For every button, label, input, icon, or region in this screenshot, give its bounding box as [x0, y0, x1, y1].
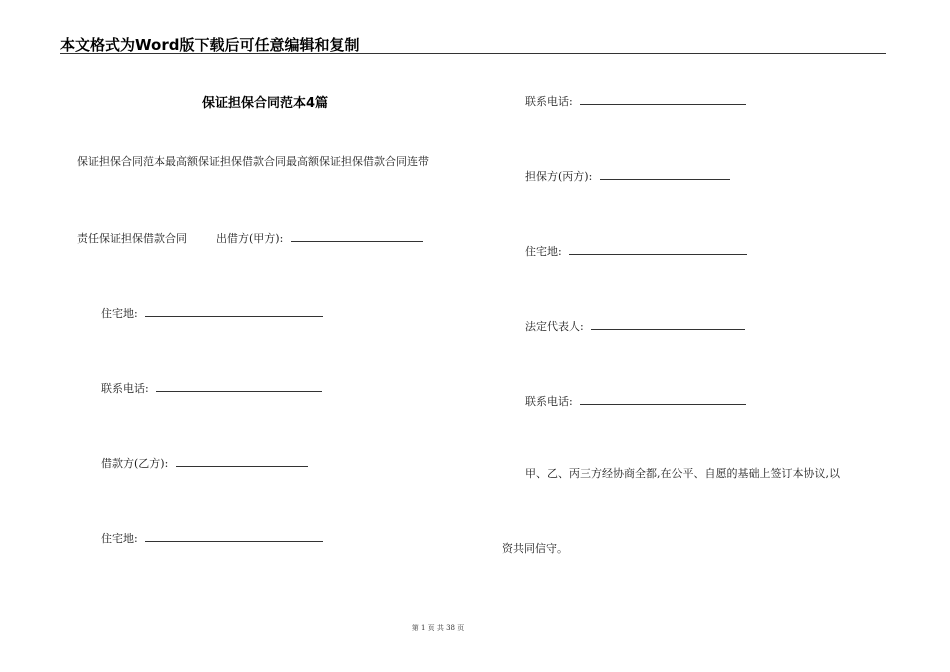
- page-header: 本文格式为Word版下载后可任意编辑和复制: [60, 36, 360, 54]
- address2-row: [101, 530, 323, 546]
- lender-blank[interactable]: [291, 230, 423, 242]
- phone1-row: [101, 380, 322, 396]
- phone3-row: [525, 393, 746, 409]
- agreement-line-1: 甲、乙、丙三方经协商全都,在公平、自愿的基础上签订本协议,以: [525, 467, 840, 480]
- borrower-blank[interactable]: [176, 455, 308, 467]
- intro-line-2-text: 责任保证担保借款合同: [77, 232, 187, 245]
- agreement-line-2: 资共同信守。: [502, 542, 568, 555]
- phone1-blank[interactable]: [156, 380, 322, 392]
- address2-blank[interactable]: [145, 530, 323, 542]
- guarantor-blank[interactable]: [600, 168, 730, 180]
- phone2-blank[interactable]: [580, 93, 746, 105]
- phone1-label: 联系电话:: [101, 382, 149, 395]
- borrower-row: [101, 455, 308, 471]
- guarantor-row: [525, 168, 730, 184]
- borrower-label: 借款方(乙方):: [101, 457, 169, 470]
- address1-label: 住宅地:: [101, 307, 138, 320]
- guarantor-label: 担保方(丙方):: [525, 170, 593, 183]
- phone2-label: 联系电话:: [525, 95, 573, 108]
- document-title: 保证担保合同范本4篇: [201, 96, 329, 111]
- intro-line-2: [77, 230, 423, 246]
- address3-row: [525, 243, 747, 259]
- page-footer: 第 1 页 共 38 页: [411, 624, 465, 632]
- legal-rep-row: [525, 318, 745, 334]
- address3-label: 住宅地:: [525, 245, 562, 258]
- address2-label: 住宅地:: [101, 532, 138, 545]
- legal-rep-label: 法定代表人:: [525, 320, 584, 333]
- address1-blank[interactable]: [145, 305, 323, 317]
- address1-row: [101, 305, 323, 321]
- intro-line-1: 保证担保合同范本最高额保证担保借款合同最高额保证担保借款合同连带: [77, 155, 429, 168]
- phone3-blank[interactable]: [580, 393, 746, 405]
- phone3-label: 联系电话:: [525, 395, 573, 408]
- lender-label: 出借方(甲方):: [216, 232, 284, 245]
- legal-rep-blank[interactable]: [591, 318, 745, 330]
- header-divider: [60, 53, 886, 54]
- address3-blank[interactable]: [569, 243, 747, 255]
- phone2-row: [525, 93, 746, 109]
